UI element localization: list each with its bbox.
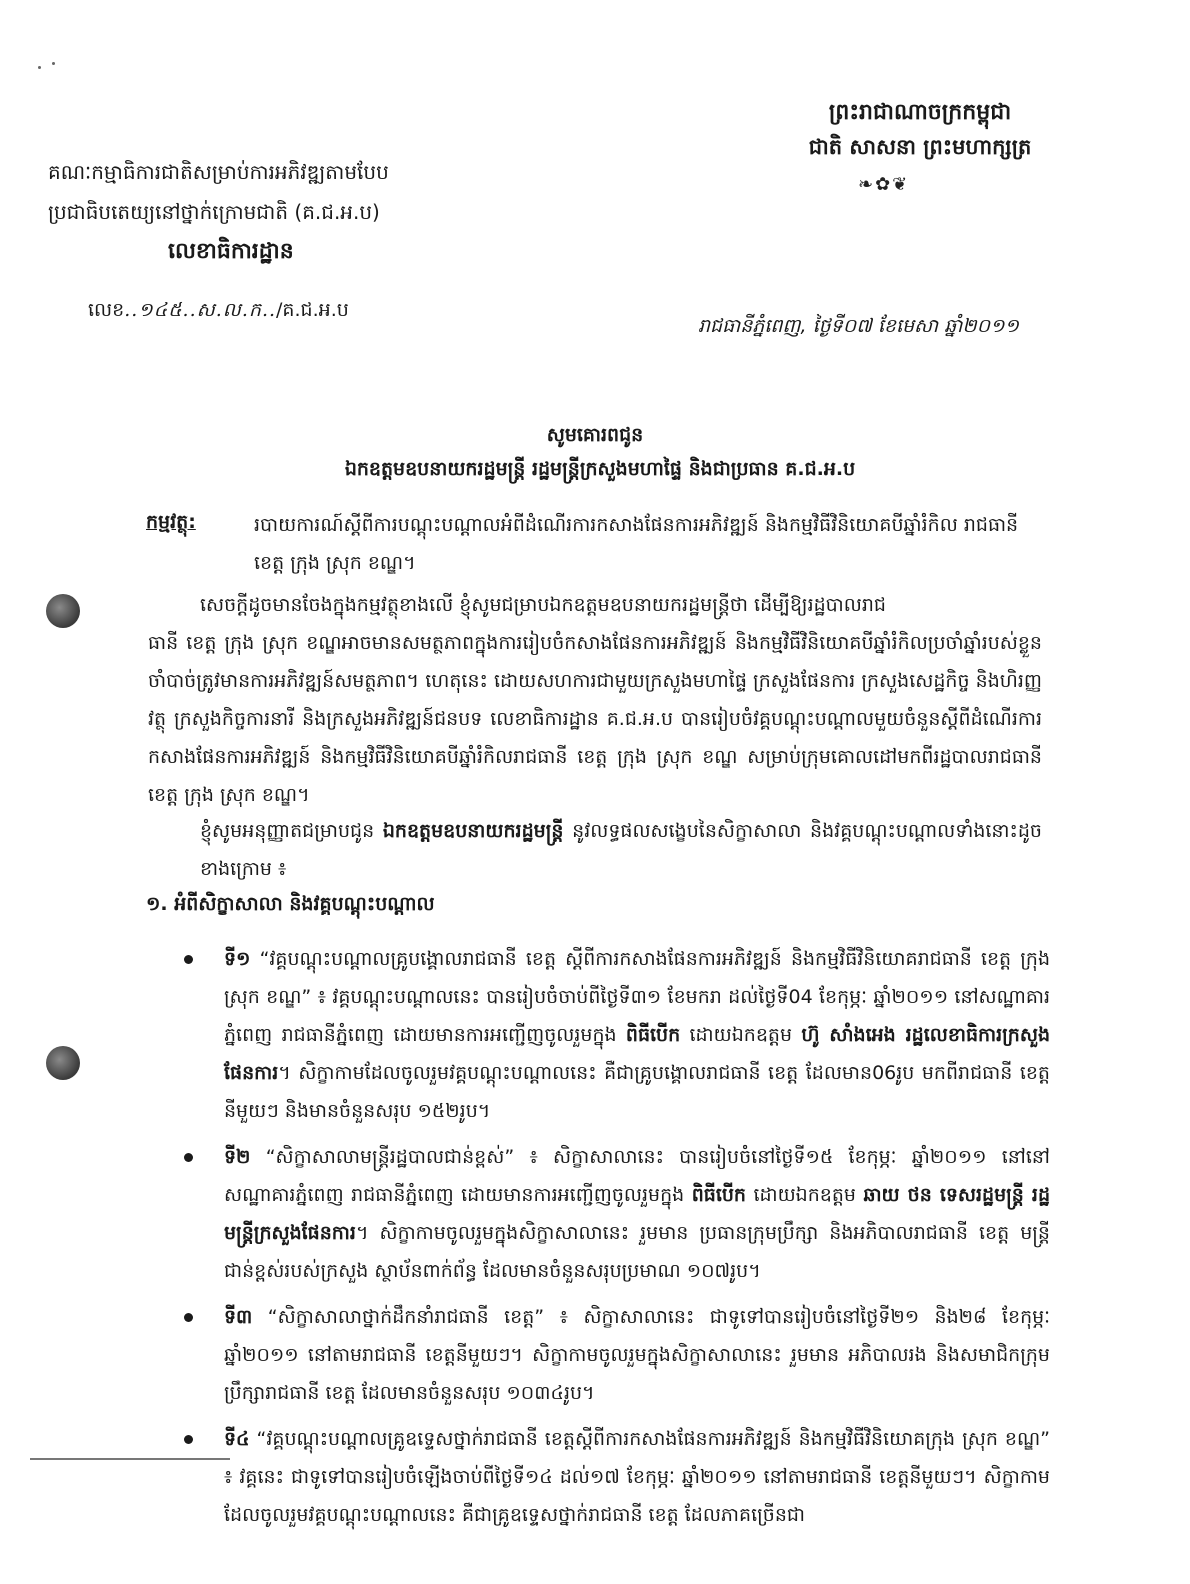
org-name-line1: គណៈកម្មាធិការជាតិសម្រាប់ការអភិវឌ្ឍតាមបែប: [48, 160, 389, 184]
kingdom-name: ព្រះរាជាណាចក្រកម្ពុជា: [828, 100, 1012, 125]
addressee: ឯកឧត្តមឧបនាយករដ្ឋមន្ត្រី រដ្ឋមន្ត្រីក្រសួងមហាផ្ទៃ និងជាប្រធាន គ.ជ.អ.ប: [344, 458, 856, 480]
item-text: ។ សិក្ខាកាមចូលរួមក្នុងសិក្ខាសាលានេះ រួមមាន ប្រធានក្រុមប្រឹក្សា និងអភិបាលរាជធានី ខេត្ត មន្ត្រីជាន់ខ្ពស់របស់ក្រសួង ស្ថាប័នពាក់ព័ន្ធ ដែលមានចំនួនសរុបប្រមាណ ១០៧រូប។: [224, 1222, 1050, 1282]
secretariat-name: លេខាធិការដ្ឋាន: [168, 239, 294, 264]
item-text: ដោយឯកឧត្តម: [745, 1184, 864, 1206]
date-prefix: រាជធានីភ្នំពេញ, ថ្ងៃទី: [698, 315, 843, 337]
item-bold: ហ៊ូ សាំងអេង រដ្ឋលេខាធិការក្រសួងផែនការ: [224, 1024, 1051, 1084]
ref-prefix: លេខ: [88, 299, 125, 321]
respectfully-to: សូមគោរពជូន: [546, 424, 644, 446]
national-motto: ជាតិ សាសនា ព្រះមហាក្សត្រ: [808, 135, 1032, 159]
item-text: “សិក្ខាសាលាមន្ត្រីរដ្ឋបាលជាន់ខ្ពស់” ៖ សិក្ខាសាលានេះ បានរៀបចំនៅថ្ងៃទី១៥ ខែកុម្ភៈ ឆ្នាំ២០១១ នៅនៅសណ្ឋាគារភ្នំពេញ រាជធានីភ្នំពេញ ដោយមានការអញ្ជើញចូលរួមក្នុង: [224, 1146, 1050, 1206]
date-day: ០៧: [842, 315, 872, 337]
item-bold: ពិធីបើក: [625, 1024, 681, 1046]
paragraph2-bold: ឯកឧត្តមឧបនាយករដ្ឋមន្ត្រី: [382, 820, 564, 842]
punch-hole: [46, 594, 80, 628]
date-line: [698, 314, 1019, 342]
item-text: “សិក្ខាសាលាថ្នាក់ដឹកនាំរាជធានី ខេត្ត” ៖ សិក្ខាសាលានេះ ជាទូទៅបានរៀបចំនៅថ្ងៃទី២១ និង២៨ ខែកុម្ភៈ ឆ្នាំ២០១១ នៅតាមរាជធានី ខេត្តនីមួយៗ។ សិក្ខាកាមចូលរួមក្នុងសិក្ខាសាលានេះ រួមមាន អភិបាលរង និងសមាជិកក្រុមប្រឹក្សារាជធានី ខេត្ត ដែលមានចំនួនសរុប ១០៣៤រូប។: [224, 1306, 1050, 1404]
kingdom-header: [740, 96, 1100, 164]
date-month-label: ខែ: [877, 315, 896, 337]
item-text: ដោយឯកឧត្តម: [680, 1024, 802, 1046]
section-1-title: ១. អំពីសិក្ខាសាលា និងវគ្គបណ្តុះបណ្តាល: [146, 893, 435, 915]
workshop-list: [180, 940, 1050, 1542]
item-label: ទី៣: [224, 1306, 253, 1328]
date-year: ២០១១: [962, 315, 1019, 337]
date-year-label: ឆ្នាំ: [944, 315, 963, 337]
list-item: [180, 1138, 1050, 1290]
paragraph2-b: នូវលទ្ធផលសង្ខេបនៃសិក្ខាសាលា និងវគ្គបណ្តុះបណ្តាលទាំងនោះដូចខាងក្រោម ៖: [200, 820, 1042, 880]
list-item: [180, 1420, 1050, 1534]
list-item: [180, 1298, 1050, 1412]
item-label: ទី១: [224, 948, 251, 970]
subject-label: កម្មវត្ថុ:: [146, 511, 196, 533]
salutation: [0, 418, 1190, 486]
ornament-divider-icon: ❧✿❦: [858, 174, 910, 195]
body-paragraph-1: [148, 586, 1042, 814]
item-label: ទី២: [224, 1146, 251, 1168]
list-item: [180, 940, 1050, 1130]
bullet-icon: [184, 1435, 193, 1444]
bullet-icon: [184, 955, 193, 964]
org-name-line2: ប្រជាធិបតេយ្យនៅថ្នាក់ក្រោមជាតិ (គ.ជ.អ.ប): [48, 200, 380, 224]
bullet-icon: [184, 1153, 193, 1162]
item-text: ។ សិក្ខាកាមដែលចូលរួមវគ្គបណ្តុះបណ្តាលនេះ គឺជាគ្រូបង្គោលរាជធានី ខេត្ត ដែលមាន06រូប មកពីរាជធានី ខេត្តនីមួយៗ និងមានចំនួនសរុប ១៥២រូប។: [224, 1062, 1050, 1122]
organization-block: [48, 152, 518, 272]
punch-hole: [46, 1046, 80, 1080]
bullet-icon: [184, 1313, 193, 1322]
item-bold: ឆាយ ថន ទេសរដ្ឋមន្ត្រី រដ្ឋមន្ត្រីក្រសួងផែនការ: [224, 1184, 1050, 1244]
paragraph1-rest: ធានី ខេត្ត ក្រុង ស្រុក ខណ្ឌអាចមានសមត្ថភាពក្នុងការរៀបចំកសាងផែនការអភិវឌ្ឍន៍ និងកម្មវិធីវិនិយោគបីឆ្នាំរំកិលប្រចាំឆ្នាំរបស់ខ្លួន ចាំបាច់ត្រូវមានការអភិវឌ្ឍន៍សមត្ថភាព។ ហេតុនេះ ដោយសហការជាមួយក្រសួងមហាផ្ទៃ ក្រសួងផែនការ ក្រសួងសេដ្ឋកិច្ច និងហិរញ្ញវត្ថុ ក្រសួងកិច្ចការនារី និងក្រសួងអភិវឌ្ឍន៍ជនបទ លេខាធិការដ្ឋាន គ.ជ.អ.ប បានរៀបចំវគ្គបណ្តុះបណ្តាលមួយចំនួនស្តីពីដំណើរការកសាងផែនការអភិវឌ្ឍន៍ និងកម្មវិធីវិនិយោគបីឆ្នាំរំកិលរាជធានី ខេត្ត ក្រុង ស្រុក ខណ្ឌ សម្រាប់ក្រុមគោលដៅមកពីរដ្ឋបាលរាជធានី ខេត្ត ក្រុង ស្រុក ខណ្ឌ។: [148, 632, 1042, 806]
scan-speck: [52, 62, 55, 65]
subject-text: របាយការណ៍ស្តីពីការបណ្តុះបណ្តាលអំពីដំណើរការកសាងផែនការអភិវឌ្ឍន៍ និងកម្មវិធីវិនិយោគបីឆ្នាំរំកិល រាជធានី ខេត្ត ក្រុង ស្រុក ខណ្ឌ។: [254, 514, 1019, 574]
scan-speck: [38, 66, 41, 69]
item-label: ទី៤: [224, 1428, 250, 1450]
ref-suffix: /គ.ជ.អ.ប: [276, 299, 349, 321]
date-month: មេសា: [895, 315, 939, 337]
item-text: “វគ្គបណ្តុះបណ្តាលគ្រូបង្គោលរាជធានី ខេត្ត ស្តីពីការកសាងផែនការអភិវឌ្ឍន៍ និងកម្មវិធីវិនិយោគរាជធានី ខេត្ត ក្រុង ស្រុក ខណ្ឌ” ៖ វគ្គបណ្តុះបណ្តាលនេះ បានរៀបចំចាប់ពីថ្ងៃទី៣១ ខែមករា ដល់ថ្ងៃទី04 ខែកុម្ភៈ ឆ្នាំ២០១១ នៅសណ្ឋាគារភ្នំពេញ រាជធានីភ្នំពេញ ដោយមានការអញ្ជើញចូលរួមក្នុង: [224, 948, 1050, 1046]
item-text: “វគ្គបណ្តុះបណ្តាលគ្រូឧទ្ទេសថ្នាក់រាជធានី ខេត្តស្តីពីការកសាងផែនការអភិវឌ្ឍន៍ និងកម្មវិធីវិនិយោគក្រុង ស្រុក ខណ្ឌ” ៖ វគ្គនេះ ជាទូទៅបានរៀបចំឡើងចាប់ពីថ្ងៃទី១៤ ដល់១៧ ខែកុម្ភៈ ឆ្នាំ២០១១ នៅតាមរាជធានី ខេត្តនីមួយៗ។ សិក្ខាកាមដែលចូលរួមវគ្គបណ្តុះបណ្តាលនេះ គឺជាគ្រូឧទ្ទេសថ្នាក់រាជធានី ខេត្ត ដែលភាគច្រើនជា: [224, 1428, 1050, 1526]
paragraph2-a: ខ្ញុំសូមអនុញ្ញាតជម្រាបជូន: [200, 820, 383, 842]
body-paragraph-2: [200, 812, 1042, 888]
paragraph1-lead: សេចក្តីដូចមានចែងក្នុងកម្មវត្ថុខាងលើ ខ្ញុំសូមជម្រាបឯកឧត្តមឧបនាយករដ្ឋមន្ត្រីថា ដើម្បីឱ្យរដ្ឋបាលរាជ: [200, 594, 886, 616]
reference-number: [88, 298, 349, 326]
ref-number-handwritten: ..១៤៥..ស.ល.ក..: [124, 299, 277, 321]
item-bold: ពិធីបើក: [691, 1184, 746, 1206]
